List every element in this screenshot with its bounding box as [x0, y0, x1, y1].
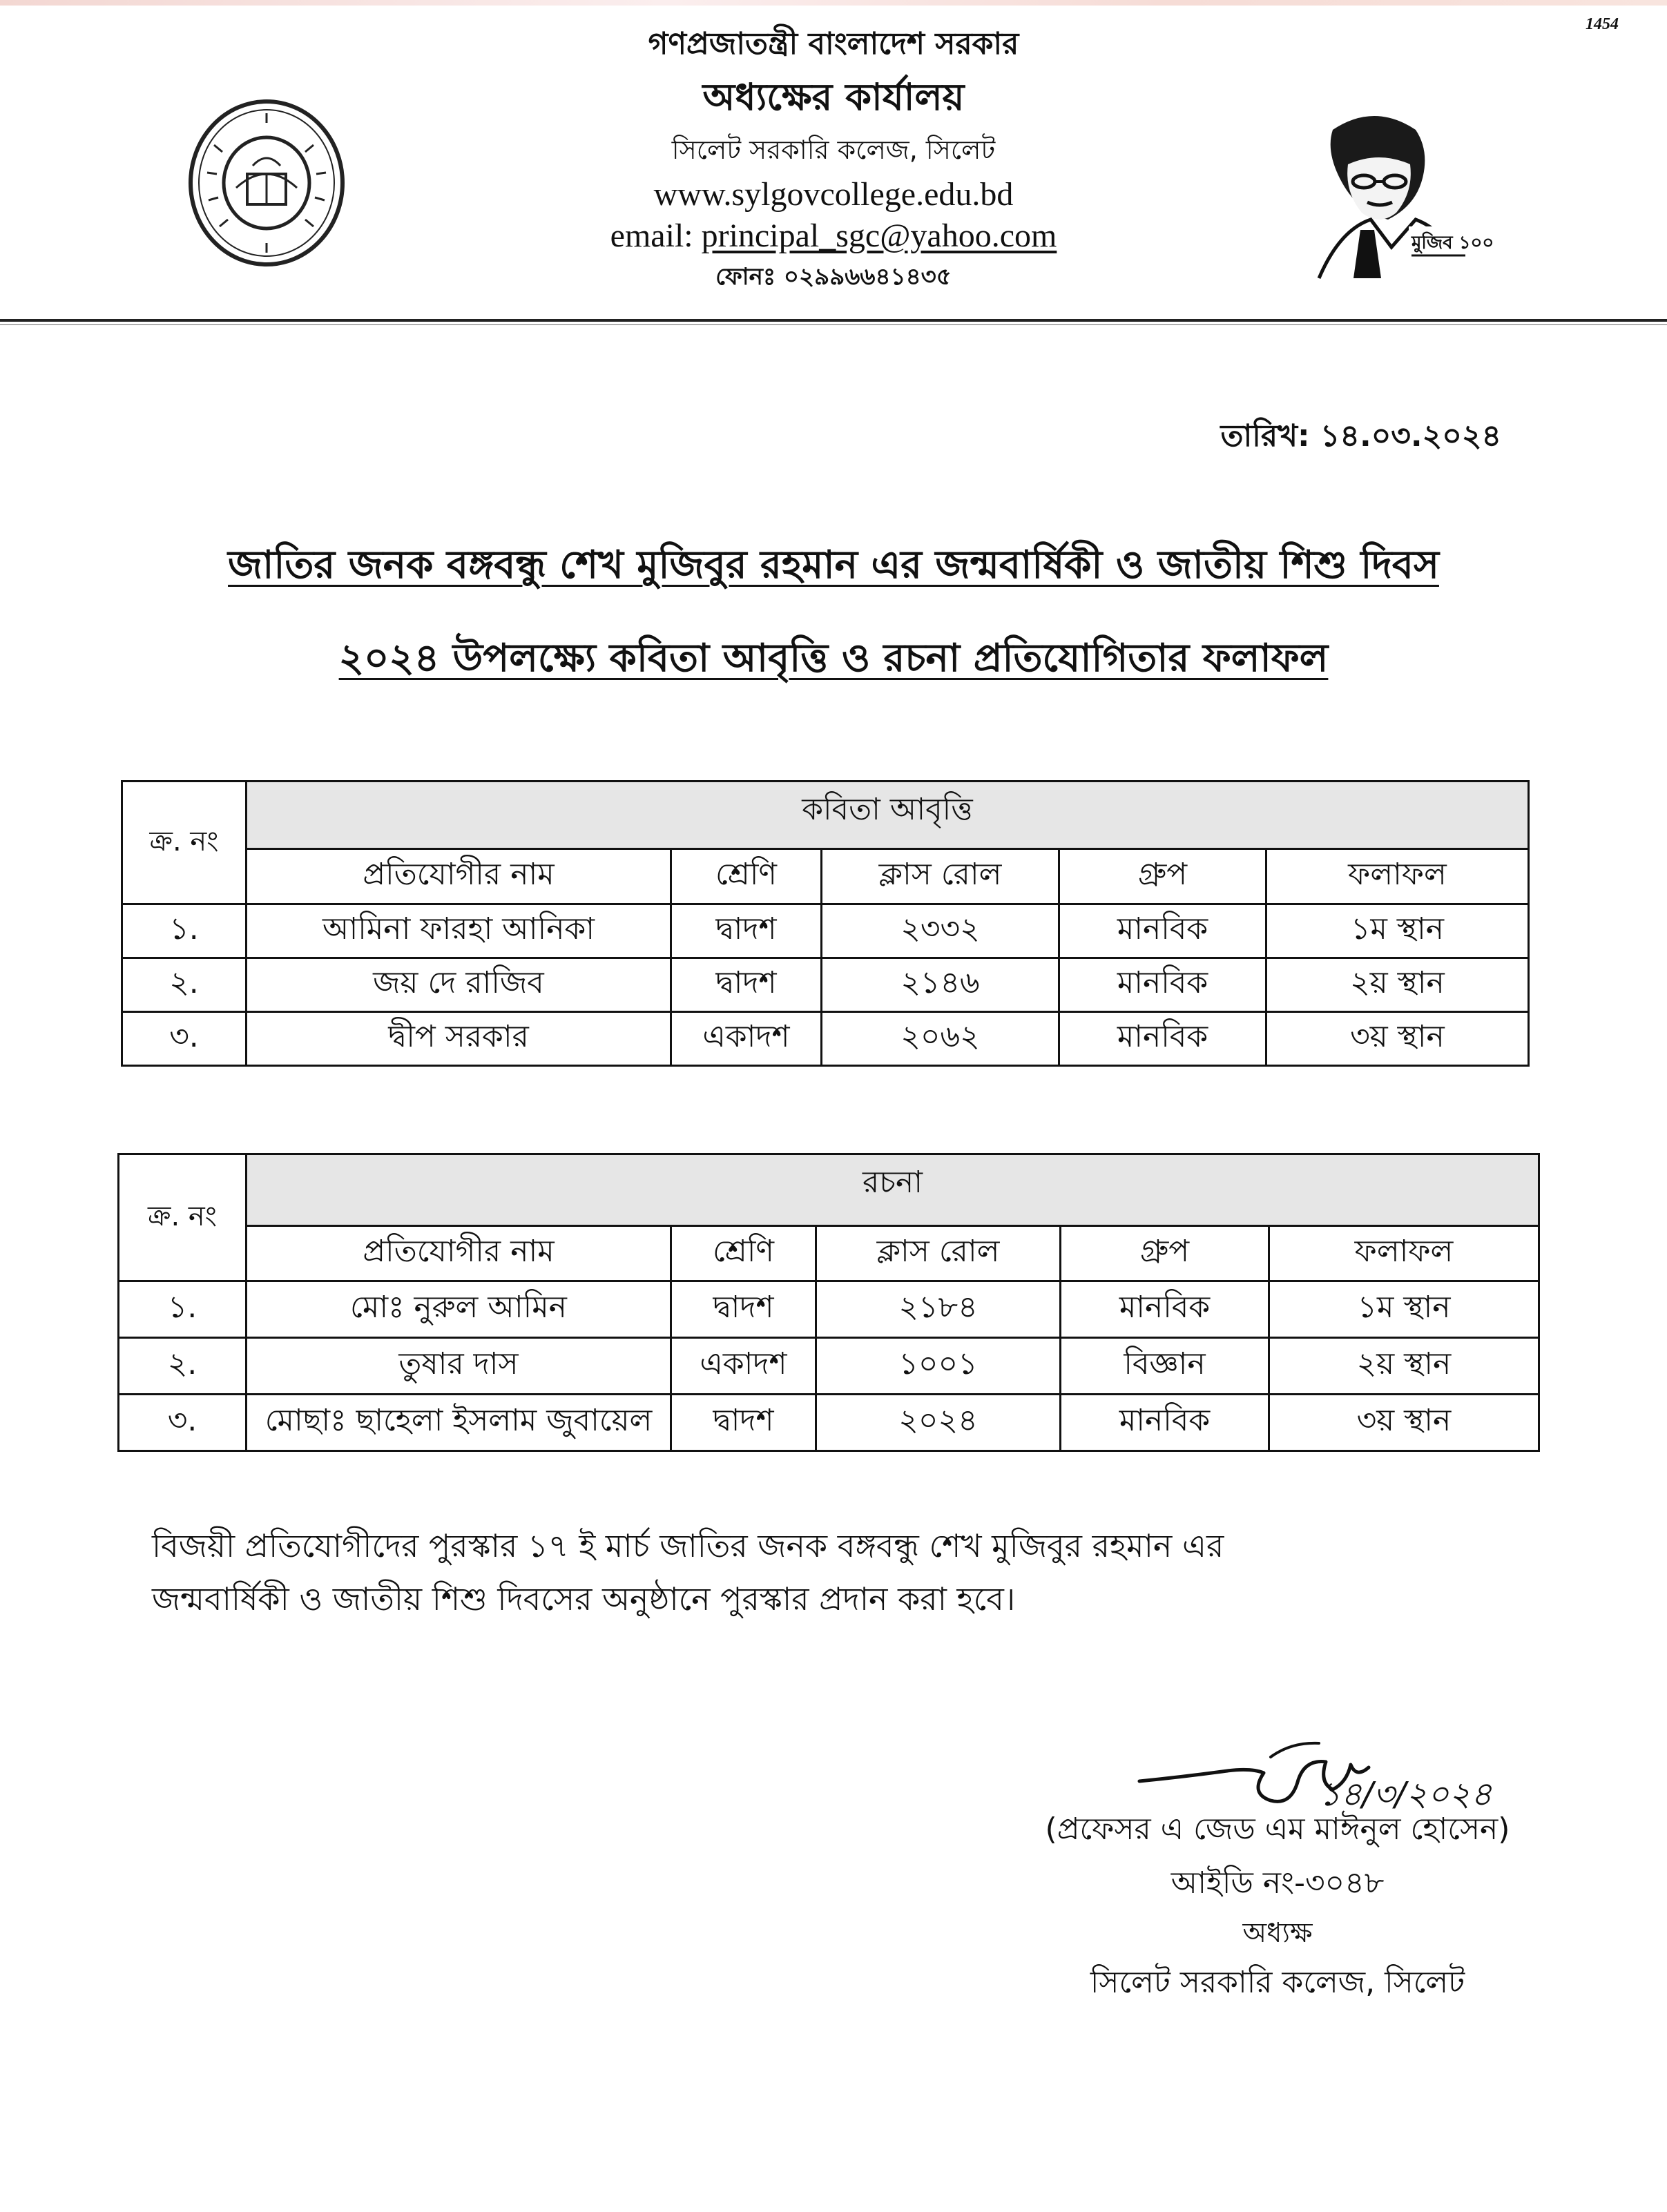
portrait-icon [1305, 102, 1494, 289]
column-result: ফলাফল [1269, 1226, 1539, 1281]
cell-serial: ১. [119, 1281, 247, 1338]
cell-group: মানবিক [1061, 1395, 1269, 1451]
column-serial: ক্র. নং [119, 1154, 247, 1281]
cell-serial: ৩. [122, 1012, 247, 1066]
cell-class: একাদশ [671, 1012, 822, 1066]
cell-class: দ্বাদশ [671, 904, 822, 958]
column-serial: ক্র. নং [122, 782, 247, 904]
table-row [122, 904, 1529, 958]
document-date: তারিখ: ১৪.০৩.২০২৪ [1220, 418, 1501, 454]
cell-serial: ৩. [119, 1395, 247, 1451]
signatory-designation: অধ্যক্ষ [1242, 1917, 1313, 1949]
cell-result: ১ম স্থান [1266, 904, 1529, 958]
column-roll: ক্লাস রোল [822, 849, 1059, 904]
prize-note-line-2: জন্মবার্ষিকী ও জাতীয় শিশু দিবসের অনুষ্ঠানে পুরস্কার প্রদান করা হবে। [152, 1580, 1016, 1618]
cell-name: মোঃ নুরুল আমিন [247, 1281, 671, 1338]
signature-date: ১৪/৩/২০২৪ [1319, 1775, 1492, 1814]
table-row [119, 1395, 1539, 1451]
column-group: গ্রুপ [1059, 849, 1266, 904]
cell-serial: ২. [119, 1338, 247, 1395]
cell-serial: ২. [122, 958, 247, 1012]
signatory-block [953, 1814, 1602, 1998]
cell-roll: ২০২৪ [816, 1395, 1061, 1451]
signatory-name: (প্রফেসর এ জেড এম মাঈনুল হোসেন) [1045, 1812, 1510, 1847]
essay-results-table [117, 1153, 1540, 1452]
cell-class: দ্বাদশ [671, 1281, 816, 1338]
column-class: শ্রেণি [671, 849, 822, 904]
cell-name: আমিনা ফারহা আনিকা [247, 904, 671, 958]
cell-roll: ২৩৩২ [822, 904, 1059, 958]
cell-group: মানবিক [1059, 904, 1266, 958]
column-result: ফলাফল [1266, 849, 1529, 904]
college-name: সিলেট সরকারি কলেজ, সিলেট [671, 135, 996, 165]
cell-name: দ্বীপ সরকার [247, 1012, 671, 1066]
cell-group: মানবিক [1061, 1281, 1269, 1338]
email-label: email: [610, 217, 702, 254]
cell-class: দ্বাদশ [671, 1395, 816, 1451]
column-class: শ্রেণি [671, 1226, 816, 1281]
portrait-badge-text: মুজিব ১০০ [1411, 233, 1494, 253]
signatory-college: সিলেট সরকারি কলেজ, সিলেট [1090, 1965, 1465, 2000]
prize-note-line-1: বিজয়ী প্রতিযোগীদের পুরস্কার ১৭ ই মার্চ জাতির জনক বঙ্গবন্ধু শেখ মুজিবুর রহমান এর [152, 1527, 1224, 1564]
top-color-strip [0, 0, 1667, 6]
cell-result: ১ম স্থান [1269, 1281, 1539, 1338]
email-link[interactable]: principal_sgc@yahoo.com [701, 217, 1057, 254]
cell-name: মোছাঃ ছাহেলা ইসলাম জুবায়েল [247, 1395, 671, 1451]
letterhead [0, 21, 1667, 311]
cell-name: তুষার দাস [247, 1338, 671, 1395]
column-group: গ্রুপ [1061, 1226, 1269, 1281]
signatory-id: আইডি নং-৩০৪৮ [1170, 1865, 1385, 1901]
table-row [122, 958, 1529, 1012]
cell-result: ২য় স্থান [1269, 1338, 1539, 1395]
column-name: প্রতিযোগীর নাম [247, 1226, 671, 1281]
cell-roll: ২১৮৪ [816, 1281, 1061, 1338]
table-row [119, 1338, 1539, 1395]
office-name: অধ্যক্ষের কার্যালয় [702, 75, 965, 119]
government-name: গণপ্রজাতন্ত্রী বাংলাদেশ সরকার [648, 26, 1019, 61]
cell-roll: ২০৬২ [822, 1012, 1059, 1066]
column-name: প্রতিযোগীর নাম [247, 849, 671, 904]
cell-group: মানবিক [1059, 958, 1266, 1012]
table-heading: কবিতা আবৃত্তি [247, 782, 1529, 849]
cell-serial: ১. [122, 904, 247, 958]
website-link[interactable]: www.sylgovcollege.edu.bd [653, 176, 1014, 213]
cell-group: বিজ্ঞান [1061, 1338, 1269, 1395]
recitation-results-table [121, 780, 1530, 1067]
page-number: 1454 [1586, 15, 1619, 33]
notice-title-line-1: জাতির জনক বঙ্গবন্ধু শেখ মুজিবুর রহমান এর জন্মবার্ষিকী ও জাতীয় শিশু দিবস [228, 543, 1439, 588]
cell-result: ২য় স্থান [1266, 958, 1529, 1012]
cell-class: দ্বাদশ [671, 958, 822, 1012]
cell-class: একাদশ [671, 1338, 816, 1395]
cell-name: জয় দে রাজিব [247, 958, 671, 1012]
cell-result: ৩য় স্থান [1269, 1395, 1539, 1451]
header-rule [0, 319, 1667, 322]
cell-group: মানবিক [1059, 1012, 1266, 1066]
cell-roll: ২১৪৬ [822, 958, 1059, 1012]
table-row [122, 1012, 1529, 1066]
header-rule-thin [0, 324, 1667, 325]
notice-title-line-2: ২০২৪ উপলক্ষ্যে কবিতা আবৃত্তি ও রচনা প্রতিযোগিতার ফলাফল [338, 636, 1329, 681]
phone-number: ফোনঃ ০২৯৯৬৬৪১৪৩৫ [715, 263, 952, 291]
table-heading: রচনা [247, 1154, 1539, 1226]
table-row [119, 1281, 1539, 1338]
cell-roll: ১০০১ [816, 1338, 1061, 1395]
cell-result: ৩য় স্থান [1266, 1012, 1529, 1066]
column-roll: ক্লাস রোল [816, 1226, 1061, 1281]
